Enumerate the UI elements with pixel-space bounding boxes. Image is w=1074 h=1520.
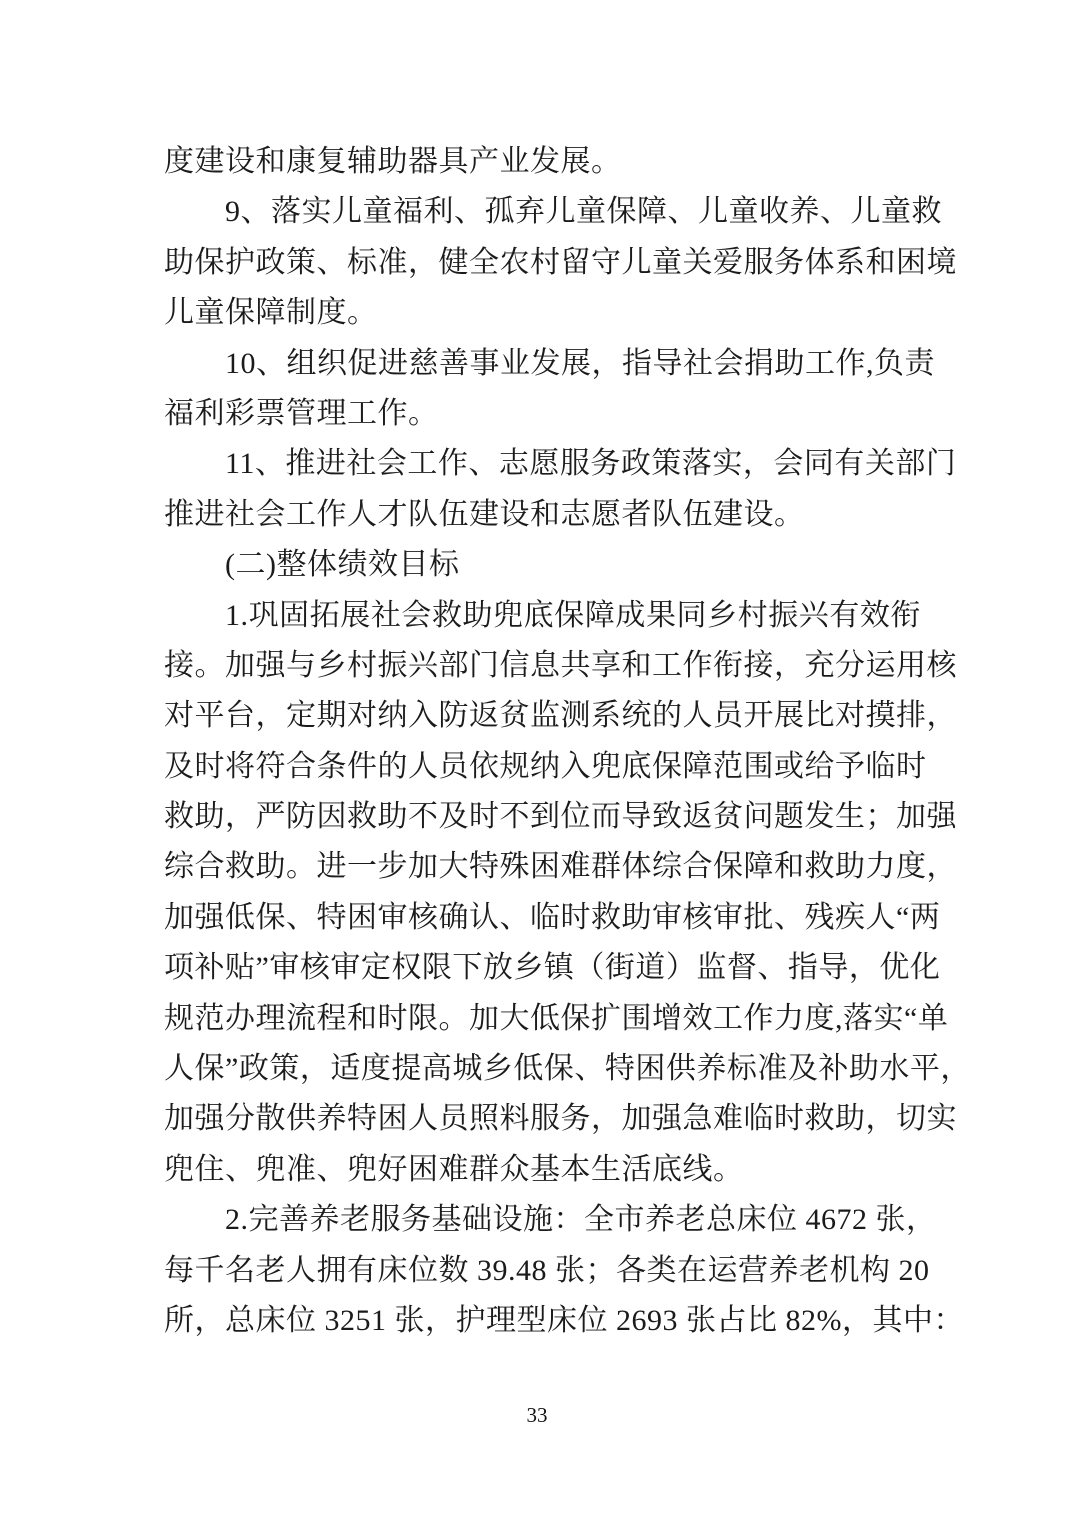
paragraph [164, 187, 957, 338]
text-line: 助保护政策、标准，健全农村留守儿童关爱服务体系和困境 [164, 245, 957, 279]
text-line: 兜住、兜准、兜好困难群众基本生活底线。 [164, 1152, 744, 1186]
document-text [164, 137, 971, 1346]
text-line: 推进社会工作人才队伍建设和志愿者队伍建设。 [164, 497, 805, 531]
page-number: 33 [526, 1403, 548, 1427]
text-line: 10、组织促进慈善事业发展，指导社会捐助工作,负责 [225, 346, 935, 380]
text-line: 救助，严防因救助不及时不到位而导致返贫问题发生；加强 [164, 800, 957, 834]
text-line: 儿童保障制度。 [164, 296, 378, 330]
text-line: 福利彩票管理工作。 [164, 396, 439, 430]
text-line: (二)整体绩效目标 [225, 548, 460, 582]
text-line: 度建设和康复辅助器具产业发展。 [164, 145, 622, 178]
text-line: 综合救助。进一步加大特殊困难群体综合保障和救助力度， [164, 850, 957, 884]
text-line: 1.巩固拓展社会救助兜底保障成果同乡村振兴有效衔 [225, 598, 921, 632]
text-line: 加强分散供养特困人员照料服务，加强急难临时救助，切实 [164, 1102, 957, 1136]
paragraph [164, 1195, 964, 1346]
paragraph [164, 137, 921, 187]
paragraph [164, 339, 935, 440]
text-line: 9、落实儿童福利、孤弃儿童保障、儿童收养、儿童救 [225, 195, 942, 229]
paragraph [164, 439, 957, 540]
text-line: 加强低保、特困审核确认、临时救助审核审批、残疾人“两 [164, 900, 941, 934]
text-line: 11、推进社会工作、志愿服务政策落实，会同有关部门 [225, 447, 957, 481]
text-line: 接。加强与乡村振兴部门信息共享和工作衔接，充分运用核 [164, 648, 957, 682]
text-line: 人保”政策，适度提高城乡低保、特困供养标准及补助水平， [164, 1052, 971, 1086]
text-line: 及时将符合条件的人员依规纳入兜底保障范围或给予临时 [164, 749, 927, 783]
text-line: 2.完善养老服务基础设施：全市养老总床位 4672 张， [225, 1203, 937, 1237]
text-line: 项补贴”审核审定权限下放乡镇（街道）监督、指导，优化 [164, 951, 941, 985]
paragraph [164, 540, 921, 590]
text-line: 每千名老人拥有床位数 39.48 张；各类在运营养老机构 20 [164, 1253, 930, 1287]
text-line: 规范办理流程和时限。加大低保扩围增效工作力度,落实“单 [164, 1001, 949, 1035]
text-line: 对平台，定期对纳入防返贫监测系统的人员开展比对摸排， [164, 699, 957, 733]
text-line: 所，总床位 3251 张，护理型床位 2693 张占比 82%，其中： [164, 1303, 964, 1337]
paragraph [164, 591, 971, 1196]
